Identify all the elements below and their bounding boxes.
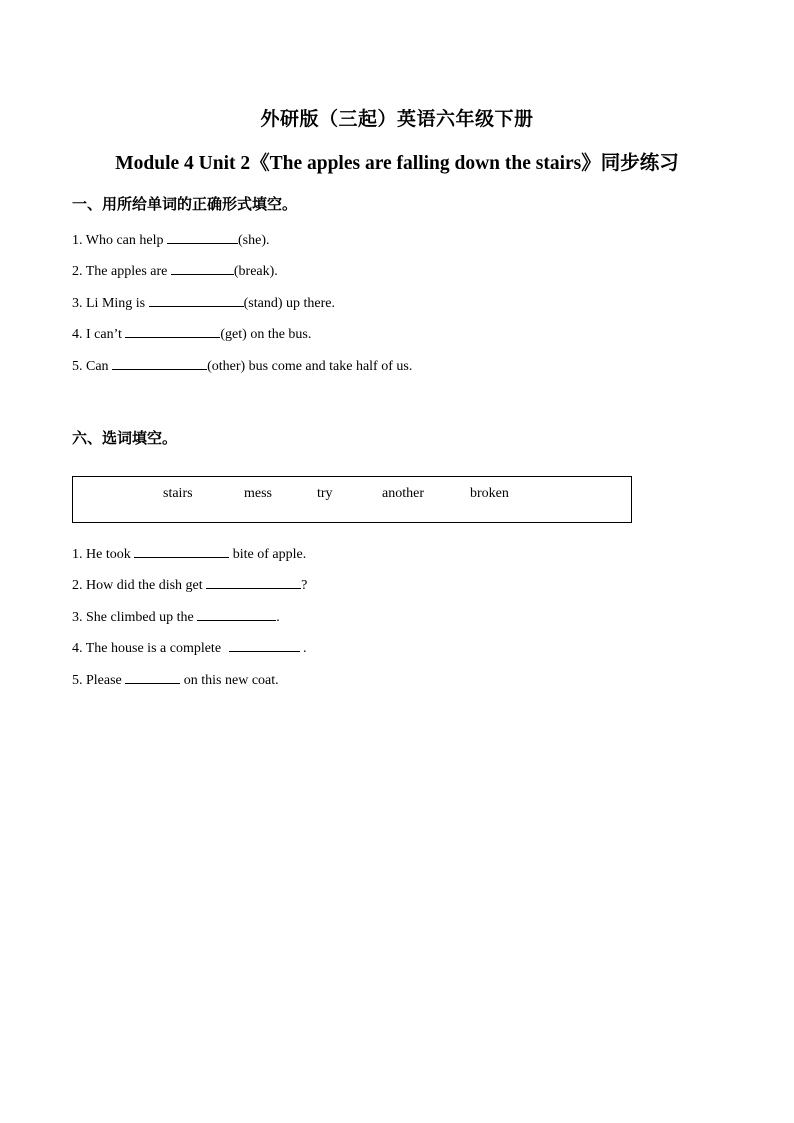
question-2-5: [72, 670, 279, 689]
page-subtitle: Module 4 Unit 2《The apples are falling down the stairs》同步练习: [115, 153, 679, 174]
answer-blank: [134, 544, 229, 558]
word-bank-item: another: [382, 486, 424, 501]
answer-blank: [206, 575, 301, 589]
question-text-after: (get) on the bus.: [220, 327, 312, 342]
question-text-after: bite of apple.: [229, 547, 307, 562]
word-bank-item: stairs: [163, 486, 193, 501]
answer-blank: [149, 293, 244, 307]
question-text-before: 4. I can’t: [72, 327, 126, 342]
question-text-after: (other) bus come and take half of us.: [207, 359, 413, 374]
question-1-2: [72, 261, 278, 280]
question-text-after: (she).: [238, 233, 270, 248]
question-text-after: (stand) up there.: [243, 296, 335, 311]
word-bank-item: mess: [244, 486, 272, 501]
answer-blank: [167, 230, 238, 244]
answer-blank: [197, 607, 276, 621]
answer-blank: [112, 356, 207, 370]
question-text-after: on this new coat.: [180, 673, 279, 688]
question-text-after: ?: [301, 578, 308, 593]
question-1-4: [72, 324, 311, 343]
question-1-5: [72, 356, 412, 375]
question-text-before: 1. Who can help: [72, 233, 167, 248]
question-text-after: .: [299, 641, 307, 656]
question-2-1: [72, 544, 306, 563]
answer-blank: [125, 670, 180, 684]
question-text-before: 2. How did the dish get: [72, 578, 207, 593]
answer-blank: [125, 324, 220, 338]
question-2-3: [72, 607, 280, 626]
question-text-before: 5. Can: [72, 359, 113, 374]
section-heading-2: 六、选词填空。: [72, 429, 178, 447]
question-2-2: [72, 575, 307, 594]
page-title: 外研版（三起）英语六年级下册: [260, 108, 534, 130]
question-text-before: 5. Please: [72, 673, 126, 688]
word-bank-item: try: [317, 486, 333, 501]
word-bank-item: broken: [470, 486, 509, 501]
question-text-after: .: [276, 610, 280, 625]
question-2-4: [72, 638, 307, 657]
answer-blank: [171, 261, 234, 275]
question-text-before: 4. The house is a complete: [72, 641, 225, 656]
word-bank-box: [72, 476, 632, 523]
question-text-before: 1. He took: [72, 547, 135, 562]
answer-blank: [229, 638, 300, 652]
question-1-1: [72, 230, 270, 249]
question-text-before: 2. The apples are: [72, 264, 171, 279]
question-text-after: (break).: [233, 264, 278, 279]
question-text-before: 3. Li Ming is: [72, 296, 149, 311]
question-1-3: [72, 293, 335, 312]
question-text-before: 3. She climbed up the: [72, 610, 198, 625]
section-heading-1: 一、用所给单词的正确形式填空。: [72, 195, 298, 213]
